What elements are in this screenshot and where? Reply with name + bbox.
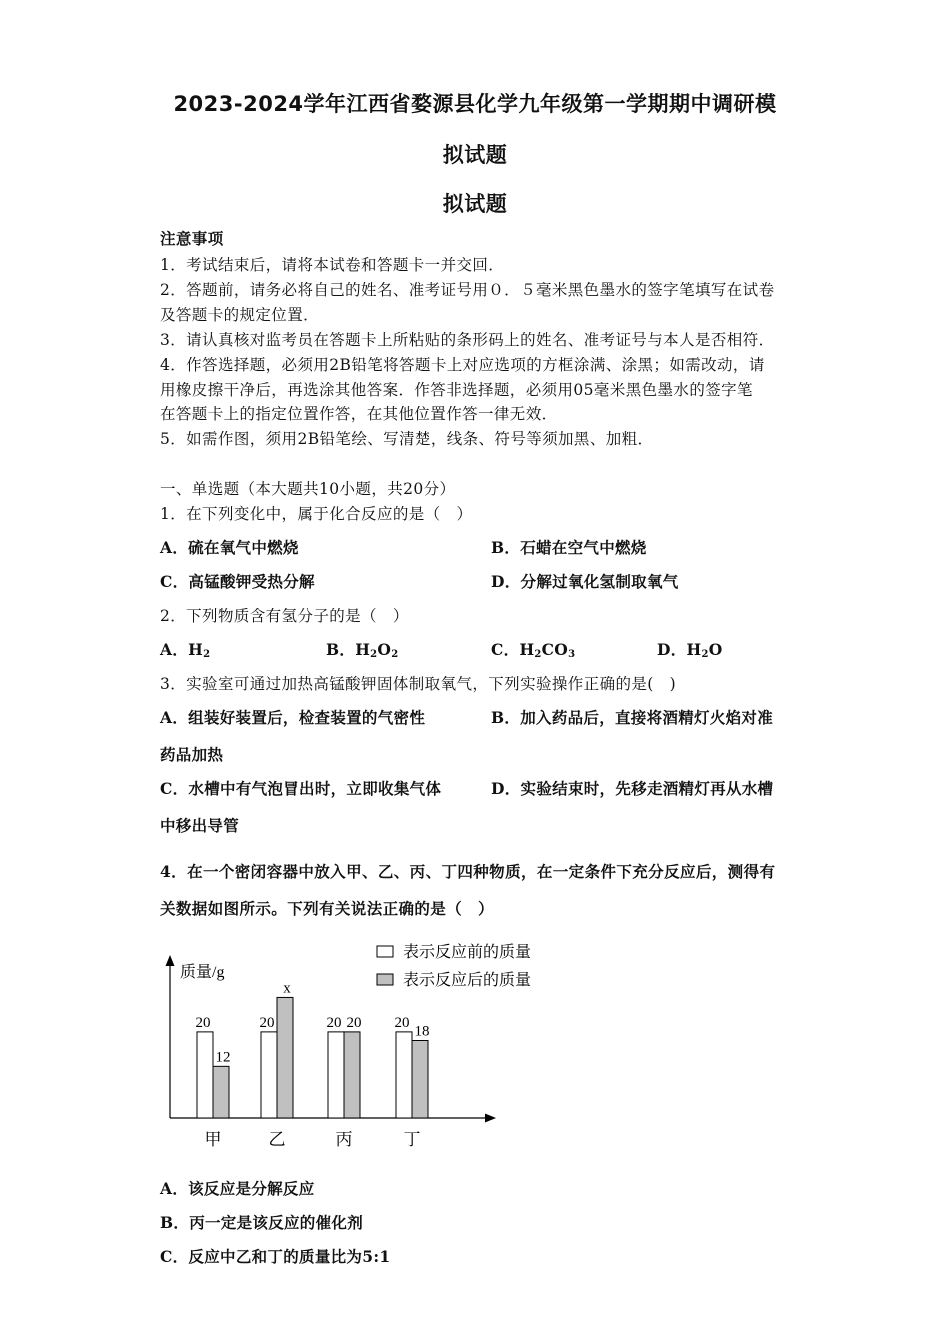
q3-option-a: A．组装好装置后，检查装置的气密性 — [160, 708, 426, 727]
q3-stem: 3．实验室可通过加热高锰酸钾固体制取氧气，下列实验操作正确的是( ) — [160, 675, 677, 693]
q1-option-b: B．石蜡在空气中燃烧 — [491, 538, 647, 557]
notice-line: 及答题卡的规定位置． — [160, 306, 320, 324]
q2-stem: 2．下列物质含有氢分子的是（ ） — [160, 607, 409, 625]
section-heading: 一、单选题（本大题共10小题，共20分） — [160, 480, 456, 498]
bar-before — [261, 1032, 277, 1118]
q1-option-c: C．高锰酸钾受热分解 — [160, 572, 315, 591]
bar-value-label: 20 — [346, 1014, 362, 1031]
chart-bars — [196, 980, 430, 1150]
q2-option-b: B．$H_2O_2$ — [326, 640, 399, 660]
bar-value-label: 20 — [259, 1014, 275, 1031]
notice-line: 2．答题前，请务必将自己的姓名、准考证号用０．５毫米黑色墨水的签字笔填写在试卷 — [160, 281, 775, 299]
category-label: 乙 — [268, 1130, 286, 1150]
bar-after — [412, 1041, 428, 1119]
q3-option-b-cont: 药品加热 — [160, 745, 224, 764]
notice-heading: 注意事项 — [160, 229, 224, 248]
legend-swatch — [377, 946, 393, 957]
bar-value-label: 20 — [326, 1014, 342, 1031]
q1-option-a: A．硫在氧气中燃烧 — [160, 538, 299, 557]
q4-stem-line1: 4．在一个密闭容器中放入甲、乙、丙、丁四种物质，在一定条件下充分反应后，测得有 — [160, 862, 776, 881]
bar-value-label: 12 — [215, 1049, 231, 1066]
bar-before — [328, 1032, 344, 1118]
q4-option-c: C．反应中乙和丁的质量比为5:1 — [160, 1247, 391, 1266]
chart-legend — [377, 942, 531, 989]
doc-title-line1: 2023-2024学年江西省婺源县化学九年级第一学期期中调研模 — [173, 92, 777, 116]
category-label: 丙 — [335, 1130, 353, 1150]
q3-option-d-cont: 中移出导管 — [160, 816, 240, 835]
notice-line: 5．如需作图，须用2B铅笔绘、写清楚，线条、符号等须加黑、加粗． — [160, 430, 654, 448]
q2-option-a: A．$H_2$ — [160, 640, 211, 660]
notice-line: 在答题卡上的指定位置作答，在其他位置作答一律无效． — [160, 405, 558, 423]
bar-value-label: 20 — [394, 1014, 410, 1031]
bar-after — [213, 1066, 229, 1118]
legend-swatch — [377, 974, 393, 985]
q2-option-c: C．$H_2CO_3$ — [491, 640, 576, 660]
y-axis-label: 质量/g — [180, 964, 225, 981]
bar-after — [344, 1032, 360, 1118]
bar-value-label: 20 — [195, 1014, 211, 1031]
doc-title-line2: 拟试题 — [442, 143, 508, 167]
doc-title-line3: 拟试题 — [442, 192, 508, 216]
q4-stem-line2: 关数据如图所示。下列有关说法正确的是（ ） — [160, 899, 494, 918]
bar-before — [396, 1032, 412, 1118]
bar-value-label: 18 — [414, 1023, 430, 1040]
q3-option-b: B．加入药品后，直接将酒精灯火焰对准 — [491, 708, 774, 727]
q3-option-c: C．水槽中有气泡冒出时，立即收集气体 — [160, 779, 442, 798]
q4-option-b: B．丙一定是该反应的催化剂 — [160, 1213, 364, 1232]
legend-label: 表示反应后的质量 — [403, 970, 532, 989]
mass-bar-chart — [150, 935, 570, 1160]
q1-option-d: D．分解过氧化氢制取氧气 — [491, 572, 679, 591]
legend-label: 表示反应前的质量 — [403, 942, 532, 961]
category-label: 甲 — [204, 1130, 222, 1150]
notice-line: 3．请认真核对监考员在答题卡上所粘贴的条形码上的姓名、准考证号与本人是否相符． — [160, 331, 775, 349]
bar-value-label: x — [283, 980, 291, 997]
q2-option-d: D．$H_2O$ — [657, 640, 723, 660]
category-label: 丁 — [403, 1130, 421, 1150]
notice-line: 1．考试结束后，请将本试卷和答题卡一并交回． — [160, 256, 505, 274]
bar-before — [197, 1032, 213, 1118]
bar-after — [277, 997, 293, 1118]
notice-line: 用橡皮擦干净后，再选涂其他答案．作答非选择题，必须用05毫米黑色墨水的签字笔 — [160, 381, 753, 399]
q1-stem: 1．在下列变化中，属于化合反应的是（ ） — [160, 505, 473, 523]
q4-option-a: A．该反应是分解反应 — [160, 1179, 315, 1198]
q3-option-d: D．实验结束时，先移走酒精灯再从水槽 — [491, 779, 774, 798]
notice-line: 4．作答选择题，必须用2B铅笔将答题卡上对应选项的方框涂满、涂黑；如需改动，请 — [160, 356, 765, 374]
